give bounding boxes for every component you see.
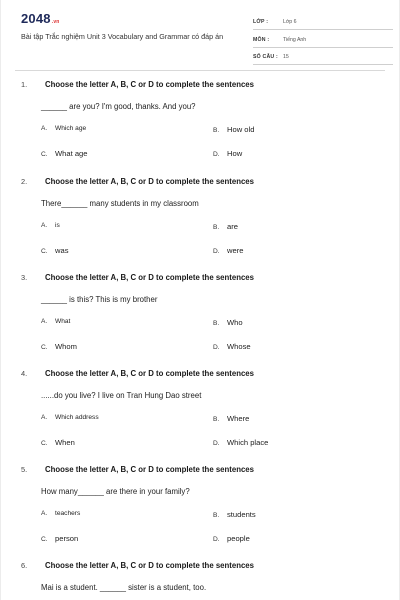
option-d[interactable] [213, 534, 250, 543]
option-a[interactable] [41, 414, 99, 421]
page-title: Bài tập Trắc nghiệm Unit 3 Vocabulary and Grammar có đáp án [21, 32, 224, 41]
option-key: A. [41, 125, 48, 132]
option-text: When [55, 438, 75, 447]
answer-options [15, 510, 385, 560]
meta-value: 15 [283, 54, 289, 60]
option-d[interactable] [213, 438, 268, 447]
question-header [15, 80, 385, 93]
option-b[interactable] [213, 125, 254, 134]
option-b[interactable] [213, 414, 249, 423]
option-key: D. [213, 248, 220, 255]
question-header [15, 465, 385, 478]
meta-row-class [253, 15, 393, 30]
option-key: C. [41, 344, 48, 351]
meta-row-subject [253, 33, 393, 48]
option-key: A. [41, 414, 48, 421]
question-number: 3. [21, 273, 28, 282]
question-header [15, 177, 385, 190]
option-key: C. [41, 248, 48, 255]
option-key: A. [41, 510, 48, 517]
option-text: Whom [55, 342, 77, 351]
answer-options [15, 414, 385, 464]
question-stem: How many______ are there in your family? [41, 487, 190, 496]
meta-value: Tiếng Anh [283, 36, 307, 43]
option-a[interactable] [41, 318, 70, 325]
option-d[interactable] [213, 342, 251, 351]
option-b[interactable] [213, 222, 238, 231]
option-text: students [227, 510, 256, 519]
option-text: were [227, 246, 244, 255]
question-header [15, 369, 385, 382]
question-header [15, 273, 385, 286]
question-stem: ______ is this? This is my brother [41, 295, 158, 304]
option-text: Which address [55, 414, 99, 421]
meta-row-count [253, 50, 393, 65]
option-key: D. [213, 151, 220, 158]
option-b[interactable] [213, 510, 256, 519]
option-key: D. [213, 344, 220, 351]
meta-value: Lớp 6 [283, 19, 297, 25]
option-text: Whose [227, 342, 251, 351]
question-number: 5. [21, 465, 28, 474]
question-number: 1. [21, 80, 28, 89]
page-header [15, 0, 385, 71]
question-instruction: Choose the letter A, B, C or D to complete the sentences [45, 177, 254, 186]
option-text: is [55, 222, 60, 229]
question-4 [15, 369, 385, 464]
option-c[interactable] [41, 438, 75, 447]
question-stem: Mai is a student. ______ sister is a student, too. [41, 583, 207, 592]
option-a[interactable] [41, 222, 60, 229]
meta-label: SỐ CÂU : [253, 54, 278, 60]
option-text: How old [227, 125, 255, 134]
option-key: A. [41, 222, 48, 229]
option-key: A. [41, 318, 48, 325]
option-text: Which age [55, 125, 87, 132]
option-text: people [227, 534, 250, 543]
option-c[interactable] [41, 149, 88, 158]
option-d[interactable] [213, 246, 243, 255]
question-instruction: Choose the letter A, B, C or D to complete the sentences [45, 273, 254, 282]
option-key: D. [213, 440, 220, 447]
option-key: B. [213, 127, 220, 134]
option-a[interactable] [41, 125, 86, 132]
question-1 [15, 80, 385, 175]
option-key: B. [213, 512, 220, 519]
option-text: What age [55, 149, 88, 158]
meta-info [253, 15, 393, 68]
logo-text: 2048 [21, 11, 51, 26]
option-key: C. [41, 151, 48, 158]
option-key: B. [213, 224, 220, 231]
question-stem: There______ many students in my classroom [41, 199, 199, 208]
option-c[interactable] [41, 534, 78, 543]
option-text: was [55, 246, 69, 255]
answer-options [15, 222, 385, 272]
meta-label: LỚP : [253, 19, 269, 25]
option-text: Who [227, 318, 243, 327]
question-instruction: Choose the letter A, B, C or D to complete the sentences [45, 369, 254, 378]
option-text: What [55, 318, 71, 325]
option-text: teachers [55, 510, 81, 517]
question-number: 2. [21, 177, 28, 186]
option-text: Where [227, 414, 250, 423]
option-c[interactable] [41, 246, 69, 255]
site-logo[interactable] [21, 11, 60, 26]
answer-options [15, 125, 385, 175]
question-instruction: Choose the letter A, B, C or D to complete the sentences [45, 465, 254, 474]
meta-label: MÔN : [253, 36, 270, 43]
question-header [15, 561, 385, 574]
option-c[interactable] [41, 342, 77, 351]
question-instruction: Choose the letter A, B, C or D to complete the sentences [45, 561, 254, 570]
option-key: D. [213, 536, 220, 543]
option-text: are [227, 222, 238, 231]
option-b[interactable] [213, 318, 243, 327]
question-instruction: Choose the letter A, B, C or D to complete the sentences [45, 80, 254, 89]
question-5 [15, 465, 385, 560]
question-stem: ......do you live? I live on Tran Hung Dao street [41, 391, 202, 400]
answer-options [15, 318, 385, 368]
question-6 [15, 561, 385, 595]
question-2 [15, 177, 385, 272]
logo-suffix: .vn [51, 19, 60, 25]
option-text: Which place [227, 438, 269, 447]
option-key: B. [213, 416, 220, 423]
option-text: How [227, 149, 243, 158]
option-key: C. [41, 440, 48, 447]
option-a[interactable] [41, 510, 80, 517]
option-text: person [55, 534, 79, 543]
question-stem: ______ are you? I'm good, thanks. And you? [41, 102, 196, 111]
question-number: 4. [21, 369, 28, 378]
option-key: B. [213, 320, 220, 327]
question-3 [15, 273, 385, 368]
option-key: C. [41, 536, 48, 543]
question-number: 6. [21, 561, 28, 570]
option-d[interactable] [213, 149, 242, 158]
